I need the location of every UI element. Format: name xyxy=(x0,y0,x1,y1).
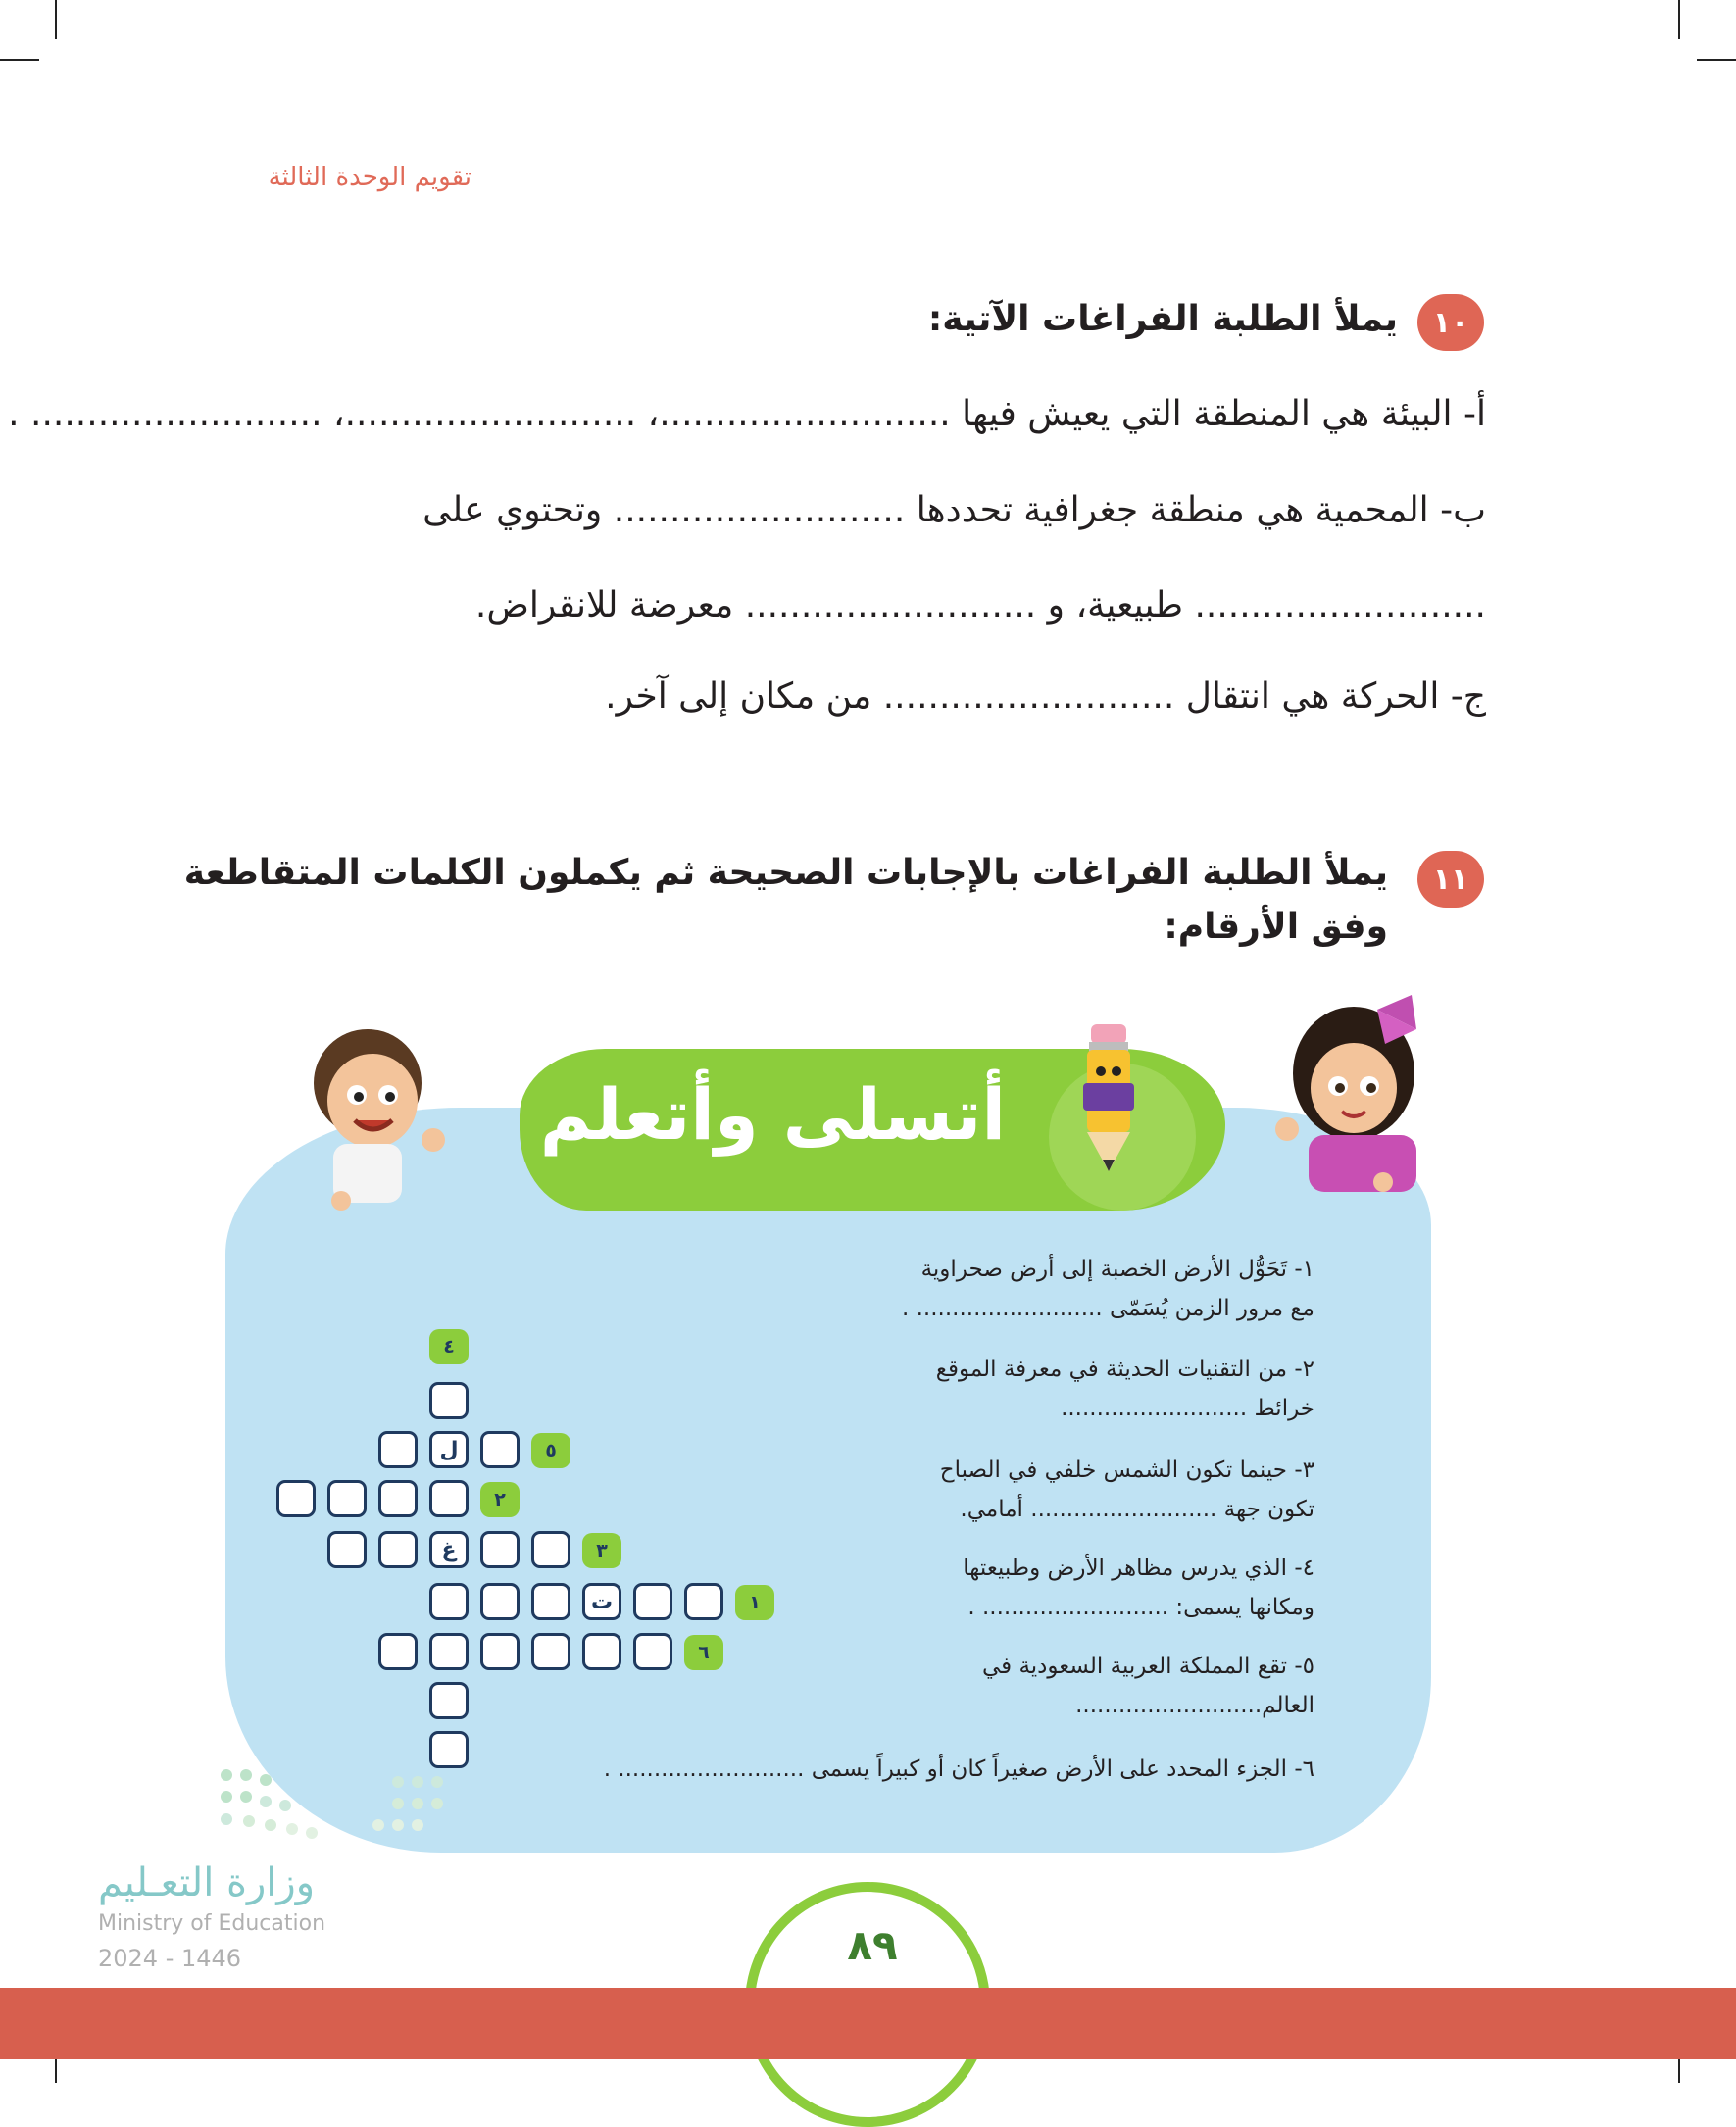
bottom-band xyxy=(0,1988,1736,2059)
clue-4-line1: ٤- الذي يدرس مظاهر الأرض وطبيعتها xyxy=(963,1556,1314,1581)
clue-3-line2: تكون جهة .......................... أمامي. xyxy=(960,1497,1314,1522)
grid-number-4: ٤ xyxy=(429,1329,469,1364)
edition-year: 2024 - 1446 xyxy=(98,1945,242,1972)
clue-3-line1: ٣- حينما تكون الشمس خلفي في الصباح xyxy=(939,1458,1314,1483)
crossword-cell[interactable] xyxy=(633,1583,672,1620)
clue-5-line1: ٥- تقع المملكة العربية السعودية في xyxy=(981,1654,1314,1679)
crossword-cell[interactable] xyxy=(633,1633,672,1670)
crossword-cell[interactable] xyxy=(480,1531,520,1568)
grid-number-6: ٦ xyxy=(684,1635,723,1670)
grid-number-5: ٥ xyxy=(531,1433,570,1468)
crossword-cell[interactable] xyxy=(276,1480,316,1517)
crossword-cell[interactable] xyxy=(429,1531,469,1568)
crossword-cell[interactable] xyxy=(480,1633,520,1670)
clue-5 xyxy=(982,1647,1314,1725)
crop-mark xyxy=(1678,0,1680,39)
grid-number-3: ٣ xyxy=(582,1533,621,1568)
q10-line-b1: ب- المحمية هي منطقة جغرافية تحددها .......................... وتحتوي على xyxy=(422,490,1486,530)
crossword-cell[interactable] xyxy=(327,1531,367,1568)
cell-letter: ت xyxy=(590,1589,614,1614)
pencil-mascot-icon xyxy=(1064,1014,1152,1181)
crossword-cell[interactable] xyxy=(531,1583,570,1620)
clue-1 xyxy=(902,1250,1314,1328)
clue-4 xyxy=(963,1549,1314,1627)
q10-line-c: ج- الحركة هي انتقال .......................... من مكان إلى آخر. xyxy=(605,676,1486,717)
crossword-cell[interactable] xyxy=(378,1531,418,1568)
question-10-badge: ١٠ xyxy=(1417,294,1484,351)
crossword-cell[interactable] xyxy=(429,1682,469,1719)
clue-3 xyxy=(940,1451,1314,1529)
ministry-logo-arabic: وزارة التعـليم xyxy=(98,1860,316,1905)
crop-mark xyxy=(0,59,39,61)
crossword-cell[interactable] xyxy=(480,1431,520,1468)
cell-letter: ل xyxy=(439,1437,459,1462)
crossword-cell[interactable] xyxy=(378,1480,418,1517)
question-11-title-line2: وفق الأرقام: xyxy=(1164,907,1388,947)
boy-character-icon xyxy=(294,1024,461,1211)
grid-number-1: ١ xyxy=(735,1585,774,1620)
crossword-cell[interactable] xyxy=(429,1382,469,1419)
crossword-cell[interactable] xyxy=(429,1480,469,1517)
crossword-cell[interactable] xyxy=(582,1583,621,1620)
crop-mark xyxy=(55,0,57,39)
crop-mark xyxy=(1697,59,1736,61)
crossword-cell[interactable] xyxy=(327,1480,367,1517)
crossword-cell[interactable] xyxy=(429,1431,469,1468)
crossword-cell[interactable] xyxy=(429,1633,469,1670)
crossword-cell[interactable] xyxy=(531,1531,570,1568)
clue-5-line2: العالم.......................... xyxy=(1075,1693,1314,1718)
clue-2-line2: خرائط .......................... xyxy=(1061,1396,1314,1421)
clue-1-line2: مع مرور الزمن يُسَمّى .......................... . xyxy=(901,1296,1314,1321)
crossword-cell[interactable] xyxy=(378,1633,418,1670)
grid-number-2: ٢ xyxy=(480,1482,520,1517)
crossword-cell[interactable] xyxy=(429,1731,469,1768)
crossword-cell[interactable] xyxy=(429,1583,469,1620)
clue-2 xyxy=(936,1350,1314,1428)
clue-2-line1: ٢- من التقنيات الحديثة في معرفة الموقع xyxy=(935,1357,1314,1382)
clue-1-line1: ١- تَحَوُّل الأرض الخصبة إلى أرض صحراوية xyxy=(920,1257,1314,1282)
question-10-title: يملأ الطلبة الفراغات الآتية: xyxy=(927,299,1398,339)
banner-title: أتسلى وأتعلم xyxy=(539,1073,1006,1156)
ministry-logo-english: Ministry of Education xyxy=(98,1911,326,1936)
clue-4-line2: ومكانها يسمى: .......................... . xyxy=(967,1595,1314,1620)
crossword-cell[interactable] xyxy=(378,1431,418,1468)
crossword-cell[interactable] xyxy=(582,1633,621,1670)
crossword-cell[interactable] xyxy=(480,1583,520,1620)
q10-line-b2: .......................... طبيعية، و .......................... معرضة للانقراض. xyxy=(474,585,1486,625)
clue-6: ٦- الجزء المحدد على الأرض صغيراً كان أو كبيراً يسمى .......................... . xyxy=(603,1756,1314,1782)
question-11-title-line1: يملأ الطلبة الفراغات بالإجابات الصحيحة ثم يكملون الكلمات المتقاطعة xyxy=(183,853,1388,893)
cell-letter: غ xyxy=(441,1537,457,1562)
crossword-cell[interactable] xyxy=(684,1583,723,1620)
question-11-badge: ١١ xyxy=(1417,851,1484,908)
q10-line-a: أ- البيئة هي المنطقة التي يعيش فيها ..........................، ..........................، .......................... . xyxy=(8,394,1486,434)
girl-character-icon xyxy=(1269,990,1446,1196)
crossword-cell[interactable] xyxy=(531,1633,570,1670)
page-number: ٨٩ xyxy=(847,1921,898,1969)
unit-title: تقويم الوحدة الثالثة xyxy=(268,163,471,192)
